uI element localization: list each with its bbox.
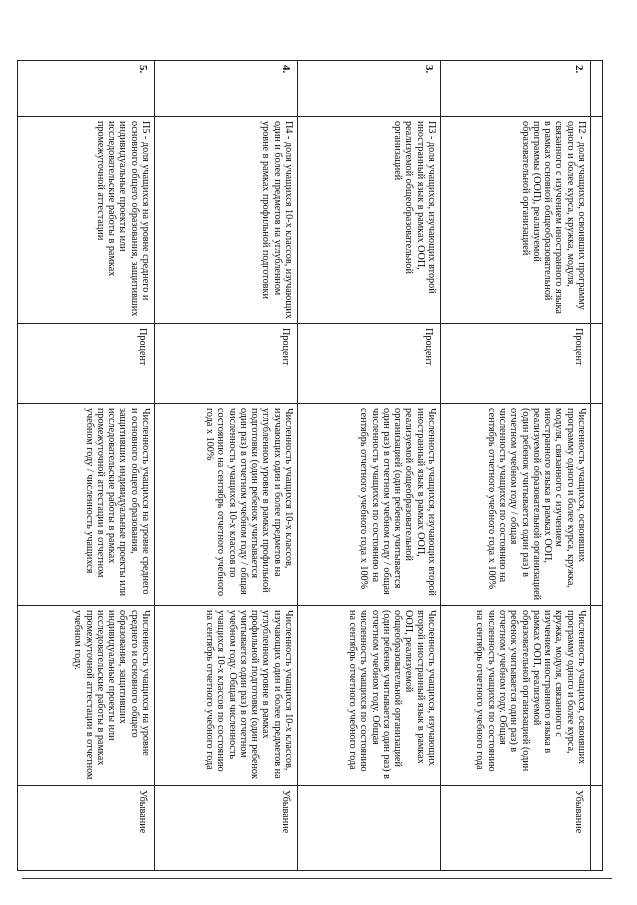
indicator-name: П2 - доля учащихся, освоивших программу одного и более курса, кружка, модуля, связанного с изучением иностранного языка в рамках основной общеобразовательной программы (ООП), реализуемой образовательной организацией xyxy=(441,117,591,324)
table-row xyxy=(155,61,298,871)
calculation-method: Численность учащихся на уровне среднего и основного общего образования, защитивших индивидуальные проекты или исследовательские работы в рамках промежуточной аттестации в отчетном учебном году / численность учащихся xyxy=(18,404,155,606)
calculation-method: Численность учащихся, изучающих второй иностранный язык в рамках ООП, реализуемой общеобразовательной организацией (один ребенок учитывается один раз) в отчетном учебном году / общая численность учащихся по состоянию на сентябрь отчетного учебного года x 100% xyxy=(298,404,441,606)
spacer-cell xyxy=(591,404,603,606)
indicator-name: П4 - доля учащихся 10-х классов, изучающих один и более предметов на углубленном уровне в рамках профильной подготовки xyxy=(155,117,298,324)
row-number: 4. xyxy=(155,61,298,117)
indicator-name: П5 - доля учащихся на уровне среднего и основного общего образования, защитивших индивидуальные проекты или исследовательские работы в рамках промежуточной аттестации xyxy=(18,117,155,324)
table-row xyxy=(298,61,441,871)
table-row xyxy=(18,61,155,871)
unit-of-measure: Процент xyxy=(155,324,298,404)
calculation-method: Численность учащихся, освоивших программу одного и более курса, кружка, модуля, связанного с изучением иностранного языка в рамках ООП, реализуемой образовательной организацией (один ребенок учитывается один раз) в отчетном учебном году / общая численность учащихся по состоянию на сентябрь отчетного учебного года x 100% xyxy=(441,404,591,606)
table-row xyxy=(441,61,591,871)
indicator-definition: Численность учащихся, изучающих второй иностранный язык в рамках ООП, реализуемой общеобразовательной организацией (один ребенок учитывается один раз) в отчетном учебном году. Общая численность учащихся по состоянию на сентябрь отчетного учебного года xyxy=(298,606,441,786)
row-number: 3. xyxy=(298,61,441,117)
trend-direction: Убывание xyxy=(18,786,155,871)
row-number: 5. xyxy=(18,61,155,117)
calculation-method: Численность учащихся 10-х классов, изучающих один и более предметов на углубленном уровне в рамках профильной подготовки (один ребенок учитывается один раз) в отчетном учебном году / общая численность учащихся 10-х классов по состоянию на сентябрь отчетного учебного года x 100% xyxy=(155,404,298,606)
indicator-definition: Численность учащихся на уровне среднего и основного общего образования, защитивших индивидуальные проекты или исследовательские работы в рамках промежуточной аттестации в отчетном учебном году. xyxy=(18,606,155,786)
trend-direction xyxy=(298,786,441,871)
indicators-table-rotated xyxy=(19,60,603,870)
indicator-name: П3 - доля учащихся, изучающих второй иностранный язык в рамках ООП, реализуемой общеобразовательной организацией xyxy=(298,117,441,324)
unit-of-measure: Процент xyxy=(298,324,441,404)
spacer-cell xyxy=(591,606,603,786)
spacer-cell xyxy=(591,61,603,117)
trend-direction: Убывание xyxy=(155,786,298,871)
spacer-cell xyxy=(591,786,603,871)
indicators-table xyxy=(17,60,603,871)
spacer-cell xyxy=(591,324,603,404)
table-top-rule-row xyxy=(591,61,603,871)
indicator-definition: Численность учащихся, освоивших программу одного и более курса, кружка, модуля, связанного с изучением иностранного языка в рамках ООП, реализуемой образовательной организацией (один ребенок учитывается один раз) в отчетном учебном году. Общая численность учащихся по состоянию на сентябрь отчетного учебного года xyxy=(441,606,591,786)
spacer-cell xyxy=(591,117,603,324)
trend-direction: Убывание xyxy=(441,786,591,871)
unit-of-measure: Процент xyxy=(441,324,591,404)
unit-of-measure: Процент xyxy=(18,324,155,404)
row-number: 2. xyxy=(441,61,591,117)
indicator-definition: Численность учащихся 10-х классов, изучающих один и более предметов на углубленном уровне в рамках профильной подготовки (один ребенок учитывается один раз) в отчетном учебном году. Общая численность учащихся 10-х классов по состоянию на сентябрь отчетного учебного года xyxy=(155,606,298,786)
footer-rule xyxy=(22,878,612,879)
